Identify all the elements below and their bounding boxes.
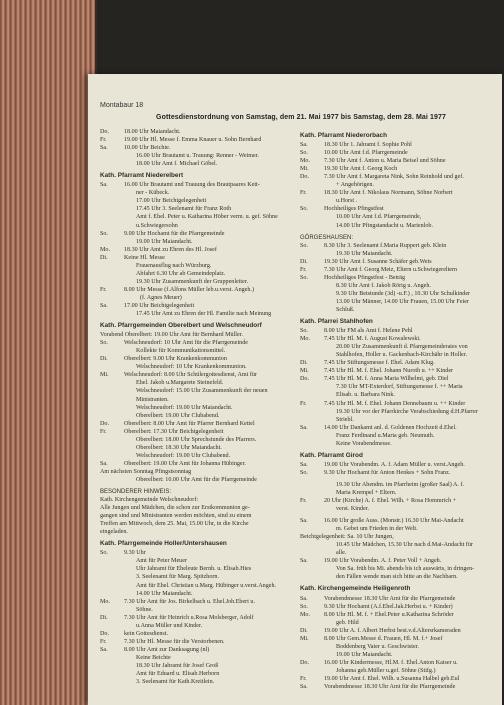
schedule-entry [300, 205, 500, 213]
schedule-line: Elisab. u. Barbara Nink. [336, 392, 395, 399]
schedule-line: 10.00 Uhr Amt f.d. Pfarrgemeinde, [336, 214, 422, 221]
entry-text: Oberelbert: 17.30 Uhr Beichtgelegenheit [124, 428, 224, 435]
entry-text: 18.00 Uhr Maiandacht. [124, 129, 181, 135]
entry-text: Oberelbert: 9.00 Uhr Krankenkommunion [124, 356, 227, 363]
schedule-entry [300, 375, 500, 383]
entry-text: 19.00 Uhr Vorabendm. A. f. Peter Voll + Angeh. [324, 558, 442, 565]
entry-text: 20 Uhr (Kirche) A. f. Ehel. Wilh. + Rosa Hommrich + [324, 498, 457, 505]
weekday-label: So. [300, 150, 308, 157]
weekday-label: So. [300, 242, 308, 249]
schedule-entry [100, 646, 294, 654]
schedule-line: 3. Seelenamt für Marg. Spitzhorn. [136, 574, 219, 581]
schedule-line: Von Sa. früh bis Mi. abends bis ich auswärts, in dringen- [336, 566, 475, 573]
schedule-entry [300, 683, 500, 691]
schedule-line: 3. Seelenamt für Kath.Kreitlein. [136, 679, 215, 686]
entry-text: kein Gottesdienst. [124, 630, 169, 637]
schedule-line: 14.00 Uhr Maiandacht. [136, 590, 193, 597]
weekday-label: Fr. [300, 498, 307, 505]
schedule-line: 19.30 Uhr vor der Pfarrkirche Verabschiedung d.H.Pfarrer [336, 408, 478, 415]
page-title: Gottesdienstordnung von Samstag, dem 21. Mai 1977 bis Samstag, dem 28. Mai 1977 [156, 114, 446, 121]
entry-text: Hochheiliges Pfingstfest [324, 206, 384, 213]
entry-text: 8.00 Uhr Messe (f.Alfons Müller leb.u.verst. Angeh.) [124, 286, 254, 293]
schedule-line: eingeladen. [100, 529, 128, 536]
schedule-entry [300, 611, 500, 619]
right-column [300, 128, 500, 691]
schedule-line: Kath. Kirchengemeinde Welschneudorf: [100, 497, 199, 504]
section-heading: Kath. Kirchengemeinde Heiligenroth [300, 585, 411, 593]
schedule-line: Oberelbert: 19.00 Uhr Clubabend. [136, 412, 220, 419]
weekday-label: Sa. [300, 595, 308, 602]
schedule-line: (f. Agnes Meuer) [140, 294, 182, 301]
schedule-line: 20.00 Uhr Zusammenkunft d. Pfarrgemeinderates von [336, 344, 468, 351]
entry-text: Vorabendmesse 18.30 Uhr Amt für die Pfarrgemeinde [324, 684, 456, 691]
schedule-line: m. Gebet um Frieden in der Welt. [336, 526, 418, 533]
schedule-line: 18.30 Uhr Jahramt für Josef Groß [136, 663, 219, 669]
weekday-label: Mi. [100, 372, 109, 379]
schedule-entry [300, 266, 500, 274]
schedule-entry [100, 428, 294, 436]
weekday-label: Di. [100, 254, 108, 261]
entry-text: 7.45 Uhr Hl. M. f. August Kowalewski. [324, 336, 421, 343]
entry-text: 8.00 Uhr Gem.Messe d. Frauen, Hl. M. f.+ Josef [324, 635, 443, 642]
weekday-label: Sa. [100, 302, 108, 309]
schedule-entry [300, 659, 500, 667]
entry-text: 9.30 Uhr Hochamt für Anton Henkes + Sohn Franz. [324, 469, 451, 476]
document-page [88, 74, 502, 705]
schedule-entry [100, 286, 294, 294]
schedule-line: Vorabend Oberelbert: 19.00 Uhr Amt für Bernhard Müller. [100, 332, 243, 339]
weekday-label: Mi. [300, 635, 309, 642]
schedule-line: ner - Kübeck. [136, 190, 170, 197]
entry-text: 16.00 Uhr Kindermesse, Hl.M. f. Ehel.Anton Kaiser u. [324, 659, 458, 666]
schedule-line: alle. [336, 550, 347, 557]
schedule-line: Uhr Jahramt für Eheleute Bernh. u. Elisab.Hies [136, 566, 252, 573]
schedule-entry [300, 517, 500, 525]
section-heading: Kath. Pfarramt Niederorbach [300, 132, 388, 139]
schedule-entry [100, 630, 294, 638]
entry-text: Oberelbert: 19.00 Uhr Amt für Johanna Hübinger. [124, 460, 246, 467]
schedule-entry [300, 367, 500, 375]
weekday-label: Sa. [100, 646, 108, 653]
schedule-line: 16.00 Uhr Brautamt u. Trauung: Renner - Weimer. [136, 153, 259, 160]
entry-text: 9.30 Uhr Hochamt (A.f.Ehel.Jak.Herbst u. + Kinder) [324, 603, 453, 610]
schedule-line: Frauenausflug nach Würzburg. [136, 262, 212, 269]
entry-text: 19.00 Uhr Amt f. Ehel. Wilh. u.Susanna Halbel geb.Eul [324, 676, 460, 682]
schedule-line: Franz Ferdinand u.Maria geb. Neumuth. [336, 432, 435, 439]
entry-text: 17.00 Uhr Beichtgelegenheit [124, 302, 195, 309]
schedule-line: 19.00 Uhr Maiandacht. [136, 238, 193, 245]
entry-text: 7.30 Uhr Amt für Heinrich u.Rosa Molsberger, Adolf [124, 614, 254, 621]
schedule-line: 10.45 Uhr Mädchen, 15.30 Uhr nach d.Mai-Andacht für [336, 542, 473, 549]
weekday-label: Fr. [100, 137, 107, 144]
schedule-line: Amt für Peter Meuer [136, 558, 187, 565]
schedule-entry [300, 165, 500, 173]
schedule-line: + Angehörigen. [336, 182, 374, 189]
entry-text: 16.00 Uhr Brautamt und Trauung des Brautpaares Kett- [124, 182, 260, 189]
weekday-label: Sa. [300, 684, 308, 691]
entry-text: Welschneudorf: 10 Uhr Amt für die Pfarrgemeinde [124, 340, 248, 347]
entry-text: 7.45 Uhr Stiftungsmesse f. Ehel. Adam Klug. [324, 360, 435, 367]
schedule-line: Kollekte für Kommunikationsmittel. [136, 348, 226, 355]
weekday-label: Di. [100, 356, 108, 363]
entry-text: 19.00 Uhr A. f. Albert Herbst best.v.d.Altersrkameraden [324, 627, 461, 634]
schedule-entry [300, 157, 500, 165]
schedule-entry [100, 355, 294, 363]
schedule-entry [300, 603, 500, 611]
entry-text: Welschneudorf: 8.00 Uhr Schülergottesdienst, Amt für [124, 372, 257, 379]
weekday-label: So. [300, 603, 308, 610]
weekday-label: Do. [300, 659, 309, 666]
schedule-line: Keine Vorabendmesse. [336, 440, 392, 447]
entry-text: 10.00 Uhr Amt f.d. Pfarrgemeinde [324, 150, 408, 157]
entry-text: 16.00 Uhr große Auss. (Monstr.) 16.30 Uhr Mai-Andacht [324, 518, 464, 525]
schedule-line: Johanna geb.Müller u.gef. Söhne (Stifg.) [336, 667, 436, 674]
schedule-line: Maria Krempel + Eltern. [336, 489, 397, 496]
schedule-line: Oberelbert: 18.00 Uhr Sprechstunde des Pfarrers. [136, 436, 257, 443]
weekday-label: Fr. [300, 266, 307, 273]
weekday-label: So. [100, 230, 108, 237]
schedule-entry [300, 141, 500, 149]
schedule-line: gangen sind und Ministranten werden möchten, sind zu einem [100, 513, 252, 520]
weekday-label: Mo. [100, 246, 110, 253]
entry-text: 19.00 Uhr Vorabendm. A. f. Adam Müller u. verst.Angeh. [324, 461, 465, 468]
schedule-line: Ehel. Jakob u.Margarete Steinefeld. [136, 380, 224, 387]
weekday-label: Mo. [300, 611, 310, 618]
schedule-line: Schluß. [336, 306, 355, 313]
section-heading: Kath. Pfarrei Stahlhofen [300, 318, 373, 326]
weekday-label: Sa. [300, 424, 308, 431]
section-heading: Kath. Pfarramt Niederelbert [100, 172, 184, 180]
weekday-label: Do. [100, 129, 109, 135]
schedule-line: 14.00 Uhr Pfingstandacht u. Marienlob. [336, 222, 433, 229]
section-heading: Kath. Pfarrgemeinde Holler/Untershausen [100, 540, 227, 548]
entry-text: 7.30 Uhr Amt für Jos. Birkelbach u. Ehel.Joh.Ebert u. [124, 598, 255, 605]
schedule-entry [300, 635, 500, 643]
schedule-entry [300, 627, 500, 635]
weekday-label: So. [300, 206, 308, 213]
schedule-entry [100, 420, 294, 428]
weekday-label: Do. [300, 174, 309, 181]
schedule-line: Welschneudorf: 10 Uhr Krankenkommunion. [136, 364, 247, 371]
schedule-line: Ministranten. [136, 396, 169, 403]
schedule-line: 17.00 Uhr Beichtgelegenheit [136, 198, 207, 205]
schedule-entry [300, 359, 500, 367]
entry-text: 18.30 Uhr Amt zu Ehren des Hl. Josef [124, 246, 217, 253]
entry-text: 19.30 Uhr Amt f. Susanne Schäfer geb.Weis [324, 258, 432, 265]
schedule-line: Am nächsten Sonntag Pfingstsonntag [100, 468, 192, 475]
schedule-line: 7.30 Uhr MT-Exterdorf, Stiftungsmesse f. ++ Maria [336, 384, 463, 391]
weekday-label: Di. [300, 627, 308, 634]
schedule-line: Boddenberg Vater u. Geschwister. [336, 643, 419, 650]
schedule-entry [300, 274, 500, 282]
schedule-line: den Fällen wende man sich bitte an die Nachbarn. [336, 574, 458, 581]
schedule-line: 9.30 Uhr Betstunde (3d) -u.F.) , 10.30 Uhr Schulkinder [336, 290, 471, 297]
entry-text: 7.30 Uhr Hl. Messe für die Verstorbenen. [124, 638, 225, 645]
weekday-label: Mo. [300, 158, 310, 165]
weekday-label: Di. [300, 360, 308, 367]
schedule-line: Oberelbert: 18.30 Uhr Maiandacht. [136, 444, 222, 451]
left-column [100, 128, 294, 686]
schedule-entry [100, 246, 294, 254]
page-edge-stack [0, 0, 97, 705]
weekday-label: Mi. [300, 166, 309, 173]
section-heading: Kath. Pfarramt Girod [300, 451, 363, 459]
schedule-entry [300, 675, 500, 683]
entry-text: 19.00 Uhr Hl. Messe f. Emma Knauer u. Sohn Bernhard [124, 137, 262, 144]
schedule-line: Amt für Eduard u. Elisab.Herborn [136, 671, 220, 678]
schedule-line: Stahlhofen, Holler u. Gackenbach-Kirchähr in Holler. [336, 352, 467, 359]
entry-text: 19.30 Uhr Amt f. Georg Koch [324, 166, 398, 173]
schedule-line: Welschneudorf: 19.00 Uhr Maiandacht. [136, 404, 233, 411]
entry-text: 9.00 Uhr Hochamt für die Pfarrgemeinde [124, 230, 225, 237]
weekday-label: So. [300, 469, 308, 476]
weekday-label: Sa. [100, 145, 108, 152]
weekday-label: Fr. [300, 676, 307, 682]
schedule-line: verst. Kinder. [336, 506, 370, 513]
entry-text: 9.30 Uhr [124, 550, 146, 557]
schedule-entry [100, 598, 294, 606]
entry-text: 7.45 Uhr Hl. M. f. Ehel. Johann Nuroth u. ++ Kinder [324, 368, 454, 375]
weekday-label: Sa. [300, 461, 308, 468]
weekday-label: Di. [100, 614, 108, 621]
weekday-label: Fr. [100, 428, 107, 435]
schedule-line: 18.00 Uhr Amt f. Michael Göbel. [136, 161, 218, 168]
entry-text: 7.30 Uhr Amt f. Margareta Nink, Sohn Reinhold und gef. [324, 174, 464, 181]
entry-text: 8.00 Uhr Amt zur Danksagung (nl) [124, 646, 210, 653]
entry-text: Oberelbert: 8.00 Uhr Amt für Pfarrer Bernhard Kettel [124, 420, 255, 427]
subsection-heading: BESONDERER HINWEIS: [100, 489, 172, 496]
schedule-line: 17.45 Uhr 3. Seelenamt für Franz Roth [136, 206, 232, 213]
entry-text: 8.30 Uhr 3. Seelenamt f.Maria Ruppert geb. Klein [324, 242, 447, 249]
schedule-line: Beichtgelegenheit: Sa. 10 Uhr Jungen, [300, 534, 394, 541]
schedule-line: Söhne. [136, 606, 153, 613]
entry-text: 14.00 Uhr Dankamt anl. d. Goldenen Hochzeit d.Ehel. [324, 424, 457, 431]
schedule-entry [100, 460, 294, 468]
schedule-line: Abfahrt 6.30 Uhr ab Gemeindeplatz. [136, 270, 226, 277]
schedule-line: Alle Jungen und Mädchen, die schon zur Erstkommunion ge- [100, 505, 250, 512]
schedule-entry [300, 400, 500, 408]
weekday-label: Do. [100, 630, 109, 637]
weekday-label: Mi. [300, 368, 309, 375]
weekday-label: Sa. [300, 142, 308, 149]
entry-text: 7.30 Uhr Amt f. Georg Metz, Eltern u.Schwiegereltern [324, 266, 458, 273]
page-header-label: Montabaur 18 [100, 102, 144, 109]
weekday-label: Fr. [100, 286, 107, 293]
schedule-line: 19.30 Uhr Zusammenkunft der Gruppenleiter. [136, 278, 249, 285]
weekday-label: Sa. [300, 558, 308, 565]
schedule-entry [100, 302, 294, 310]
schedule-line: Amt für Ehel. Christian u.Marg. Hübinger u.verst.Angeh. [136, 582, 277, 589]
schedule-entry [100, 181, 294, 189]
schedule-line: 19.30 Uhr Abendm. im Pfarrheim (großer Saal) A. f. [336, 481, 464, 488]
weekday-label: Sa. [300, 518, 308, 525]
schedule-entry [100, 230, 294, 238]
schedule-entry [100, 254, 294, 262]
schedule-line: u.Schwiegersohn [136, 222, 178, 229]
entry-text: 10.00 Uhr Beichte. [124, 145, 171, 152]
weekday-label: Do. [100, 420, 109, 427]
schedule-entry [300, 189, 500, 197]
schedule-entry [300, 258, 500, 266]
schedule-entry [100, 128, 294, 136]
schedule-line: geb. Hild [336, 619, 359, 626]
schedule-entry [300, 469, 500, 477]
weekday-label: Sa. [100, 182, 108, 189]
weekday-label: Do. [300, 376, 309, 383]
entry-text: 8.00 Uhr FM als Amt f. Helene Pehl [324, 328, 413, 335]
schedule-line: Welschneudorf: 15.00 Uhr Zusammenkunft der neuen [136, 388, 268, 395]
schedule-line: 8.30 Uhr Amt f. Jakob Rörig u. Angeh. [336, 282, 431, 289]
entry-text: Keine Hl. Messe [124, 254, 165, 261]
schedule-entry [300, 497, 500, 505]
schedule-line: 19.00 Uhr Maiandacht. [336, 651, 393, 658]
schedule-line: u.Anna Müller und Kinder. [136, 622, 203, 629]
entry-text: 7.45 Uhr Hl. M. f. Anna Maria Wilhelmi, geb. Diel [324, 376, 449, 383]
entry-text: 7.45 Uhr Hl. M. f. Ehel. Johann Dennebaum u. ++ Kinder [324, 400, 466, 407]
schedule-line: Amt f. Ehel. Peter u. Katharina Höber verm. u. gef. Söhne [136, 214, 278, 221]
weekday-label: Fr. [100, 638, 107, 645]
entry-text: 18.30 Uhr 1. Jahramt f. Sophie Pohl [324, 142, 412, 149]
schedule-line: 13.00 Uhr Männer, 14.00 Uhr Frauen, 15.00 Uhr Feier [336, 298, 469, 305]
schedule-line: 19.30 Uhr Maiandacht. [336, 250, 393, 257]
schedule-entry [100, 371, 294, 379]
weekday-label: So. [100, 550, 108, 557]
schedule-line: 17.45 Uhr Amt zu Ehren der Hl. Familie nach Meinung [136, 311, 272, 318]
schedule-entry [300, 424, 500, 432]
weekday-label: Mo. [300, 336, 310, 343]
schedule-entry [300, 595, 500, 603]
schedule-line: Oberelbert: 10.00 Uhr Amt für die Pfarrgemeinde [136, 476, 257, 483]
entry-text: Hochheiliges Pfingstfest - Beträg [324, 274, 406, 281]
schedule-line: Welschneudorf: 19.00 Uhr Clubabend. [136, 452, 231, 459]
schedule-entry [100, 638, 294, 646]
schedule-entry [300, 173, 500, 181]
weekday-label: So. [300, 274, 308, 281]
entry-text: 18.30 Uhr Amt f. Nikolaus Normann, Söhne Norbert [324, 190, 453, 197]
weekday-label: Fr. [300, 400, 307, 407]
schedule-entry [100, 144, 294, 152]
schedule-line: u.Horst . [336, 198, 358, 205]
weekday-label: Di. [300, 258, 308, 265]
schedule-line: Striebl. [336, 416, 354, 423]
schedule-entry [300, 557, 500, 565]
section-heading: Kath. Pfarrgemeinden Oberelbert und Welschneudorf [100, 322, 262, 330]
schedule-entry [100, 339, 294, 347]
weekday-label: Fr. [300, 190, 307, 197]
schedule-entry [300, 327, 500, 335]
schedule-entry [100, 549, 294, 557]
schedule-entry [300, 461, 500, 469]
weekday-label: So. [100, 340, 108, 347]
weekday-label: Sa. [100, 460, 108, 467]
schedule-entry [100, 614, 294, 622]
schedule-entry [100, 136, 294, 144]
entry-text: Vorabendmesse 18.30 Uhr Amt für die Pfarrgemeinde [324, 595, 456, 602]
schedule-line: Keine Beichte [136, 654, 171, 661]
entry-text: 8.00 Uhr Hl. M. f. + Ehel.Peter u.Katharina Schröder [324, 611, 454, 618]
entry-text: 7.30 Uhr Amt f. Anton u. Maria Beisel und Söhne [324, 158, 446, 165]
schedule-entry [300, 242, 500, 250]
schedule-entry [300, 149, 500, 157]
schedule-entry [300, 335, 500, 343]
weekday-label: So. [300, 328, 308, 335]
schedule-line: Treffen am Mittwoch, dem 25. Mai, 15.00 Uhr, in die Kirche [100, 521, 249, 528]
subsection-heading: GÖRGESHAUSEN: [300, 234, 354, 241]
weekday-label: Mo. [100, 598, 110, 605]
